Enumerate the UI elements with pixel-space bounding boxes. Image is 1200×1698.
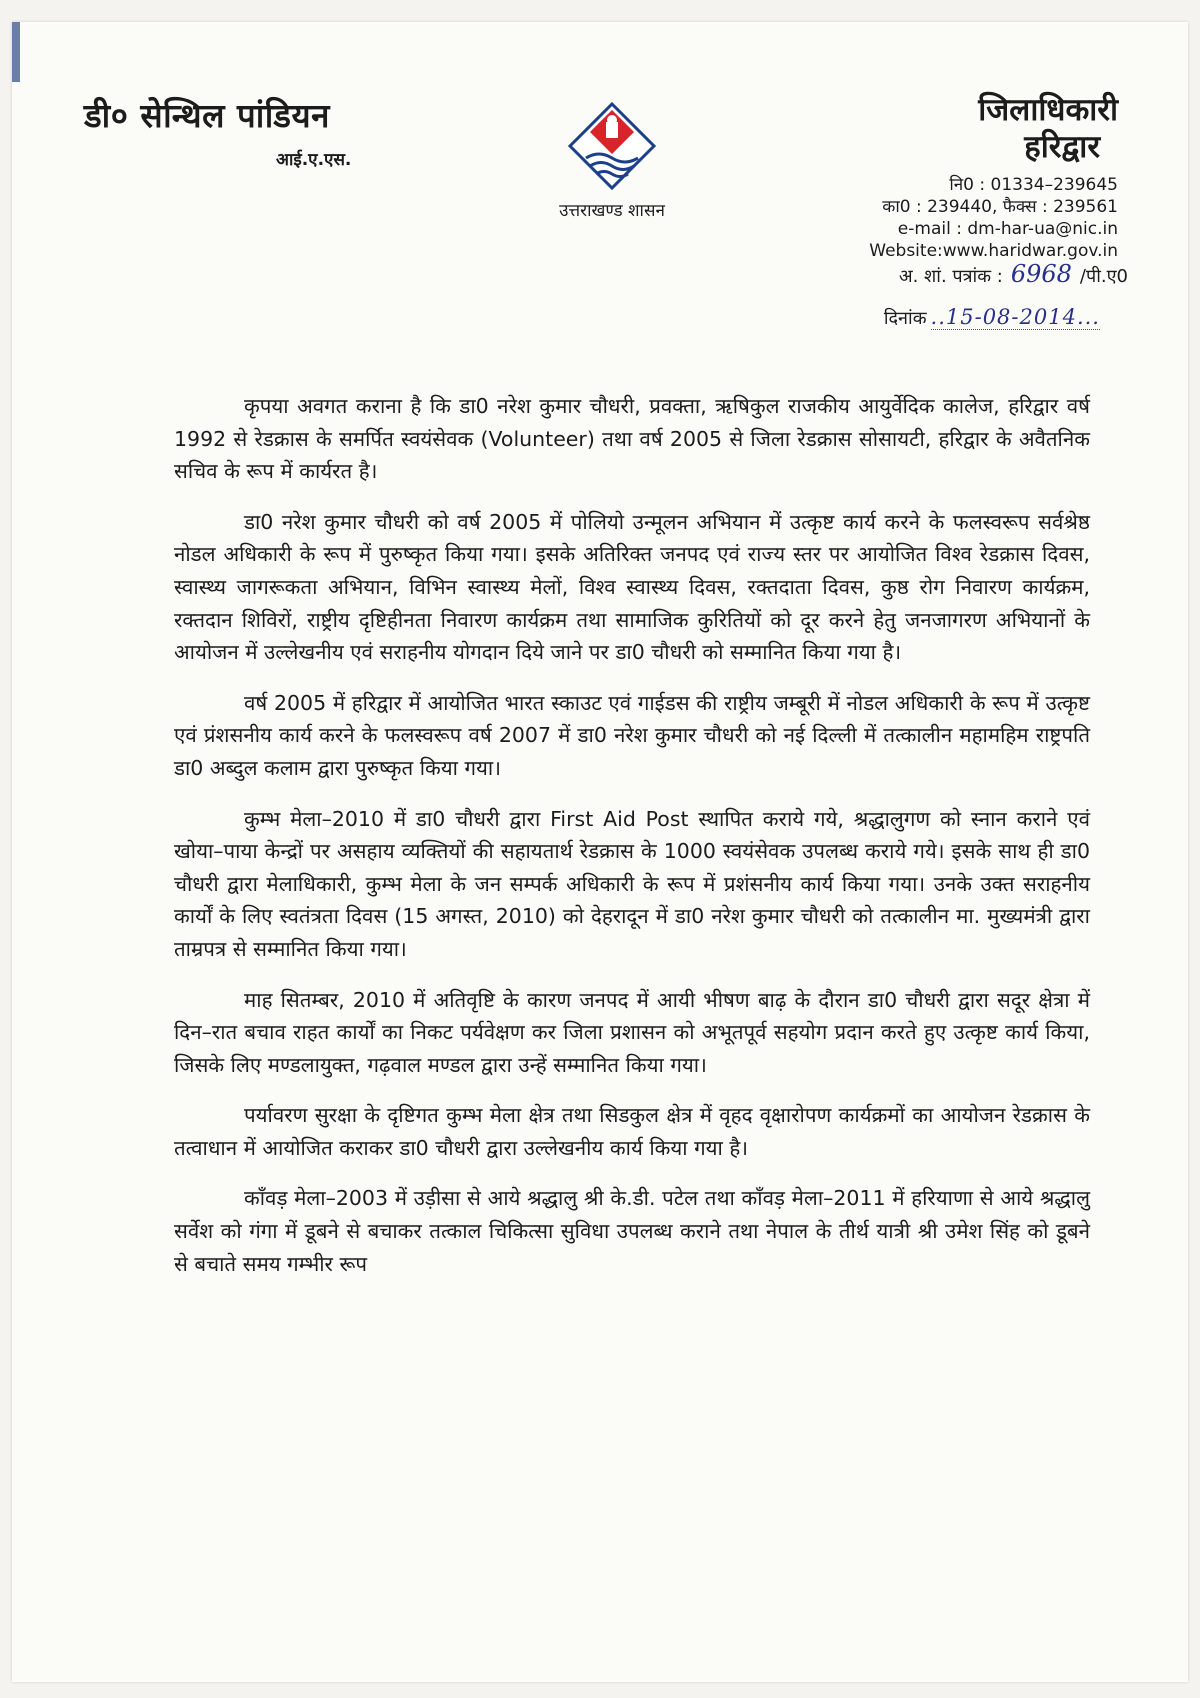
office-block: [869, 90, 1118, 262]
uttarakhand-emblem-icon: [566, 100, 658, 192]
officer-block: [84, 92, 351, 170]
date-line: [884, 305, 1100, 330]
contact-details: [869, 174, 1118, 262]
letter-body: [174, 390, 1090, 1298]
email: e-mail : dm-har-ua@nic.in: [897, 219, 1118, 240]
paragraph: कुम्भ मेला–2010 में डा0 चौधरी द्वारा First Aid Post स्थापित कराये गये, श्रद्धालुगण को स्नान कराने एवं खोया–पाया केन्द्रों पर असहाय व्यक्तियों की सहायतार्थ रेडक्रास के 1000 स्वयंसेवक उपलब्ध कराये गये। इसके साथ ही डा0 चौधरी द्वारा मेलाधिकारी, कुम्भ मेला के जन सम्पर्क अधिकारी के रूप में प्रशंसनीय कार्य किया गया। उनके उक्त सराहनीय कार्यों के लिए स्वतंत्रता दिवस (15 अगस्त, 2010) को देहरादून में डा0 नरेश कुमार चौधरी को तत्कालीन मा. मुख्यमंत्री द्वारा ताम्रपत्र से सम्मानित किया गया।: [174, 806, 1090, 961]
office-place: हरिद्वार: [1024, 129, 1100, 166]
ref-number: 6968: [1010, 260, 1072, 288]
website: Website:www.haridwar.gov.in: [869, 241, 1118, 262]
residence-phone: नि0 : 01334–239645: [949, 174, 1118, 195]
office-title: जिलाधिकारी: [978, 92, 1118, 128]
paragraph: माह सितम्बर, 2010 में अतिवृष्टि के कारण जनपद में आयी भीषण बाढ़ के दौरान डा0 चौधरी द्वारा सदूर क्षेत्रा में दिन–रात बचाव राहत कार्यों का निकट पर्यवेक्षण कर जिला प्रशासन को अभूतपूर्व सहयोग प्रदान करते हुए उत्कृष्ट कार्य किया, जिसके लिए मण्डलायुक्त, गढ़वाल मण्डल द्वारा उन्हें सम्मानित किया गया।: [174, 987, 1090, 1077]
date-label: दिनांक: [883, 308, 927, 329]
ref-suffix: /पी.ए0: [1079, 266, 1128, 287]
emblem-block: [542, 100, 682, 221]
date-value: ..15-08-2014...: [930, 305, 1100, 329]
paragraph: कृपया अवगत कराना है कि डा0 नरेश कुमार चौधरी, प्रवक्ता, ऋषिकुल राजकीय आयुर्वेदिक कालेज, हरिद्वार वर्ष 1992 से रेडक्रास के समर्पित स्वयंसेवक (Volunteer) तथा वर्ष 2005 से जिला रेडक्रास सोसायटी, हरिद्वार के अवैतनिक सचिव के रूप में कार्यरत है।: [174, 394, 1090, 484]
emblem-caption: उत्तराखण्ड शासन: [559, 201, 665, 221]
letter-page: [12, 22, 1188, 1682]
office-phone-fax: का0 : 239440, फैक्स : 239561: [882, 197, 1118, 218]
officer-name: डी० सेन्थिल पांडियन: [84, 96, 330, 135]
paragraph: काँवड़ मेला–2003 में उड़ीसा से आये श्रद्धालु श्री के.डी. पटेल तथा काँवड़ मेला–2011 में हरियाणा से आये श्रद्धालु सर्वेश को गंगा में डूबने से बचाकर तत्काल चिकित्सा सुविधा उपलब्ध कराने तथा नेपाल के तीर्थ यात्री श्री उमेश सिंह को डूबने से बचाते समय गम्भीर रूप: [174, 1186, 1090, 1276]
paragraph: वर्ष 2005 में हरिद्वार में आयोजित भारत स्काउट एवं गाईडस की राष्ट्रीय जम्बूरी में नोडल अधिकारी के रूप में उत्कृष्ट एवं प्रंशसनीय कार्य करने के फलस्वरूप वर्ष 2007 में डा0 नरेश कुमार चौधरी को नई दिल्ली में तत्कालीन महामहिम राष्ट्रपति डा0 अब्दुल कलाम द्वारा पुरुष्कृत किया गया।: [174, 690, 1090, 780]
paragraph: पर्यावरण सुरक्षा के दृष्टिगत कुम्भ मेला क्षेत्र तथा सिडकुल क्षेत्र में वृहद वृक्षारोपण कार्यक्रमों का आयोजन रेडक्रास के तत्वाधान में आयोजित कराकर डा0 चौधरी द्वारा उल्लेखनीय कार्य किया गया है।: [174, 1103, 1090, 1160]
paragraph: डा0 नरेश कुमार चौधरी को वर्ष 2005 में पोलियो उन्मूलन अभियान में उत्कृष्ट कार्य करने के फलस्वरूप सर्वश्रेष्ठ नोडल अधिकारी के रूप में पुरुष्कृत किया गया। इसके अतिरिक्त जनपद एवं राज्य स्तर पर आयोजित विश्व रेडक्रास दिवस, स्वास्थ्य जागरूकता अभियान, विभिन स्वास्थ्य मेलों, विश्व स्वास्थ्य दिवस, रक्तदाता दिवस, कुष्ठ रोग निवारण कार्यक्रम, रक्तदान शिविरों, राष्ट्रीय दृष्टिहीनता निवारण कार्यक्रम तथा सामाजिक कुरितियों को दूर करने हेतु जनजागरण अभियानों के आयोजन में उल्लेखनीय एवं सराहनीय योगदान दिये जाने पर डा0 चौधरी को सम्मानित किया गया है।: [174, 509, 1090, 665]
reference-line: [899, 260, 1128, 288]
officer-title: आई.ए.एस.: [276, 150, 352, 170]
ref-label: अ. शां. पत्रांक :: [898, 266, 1003, 287]
